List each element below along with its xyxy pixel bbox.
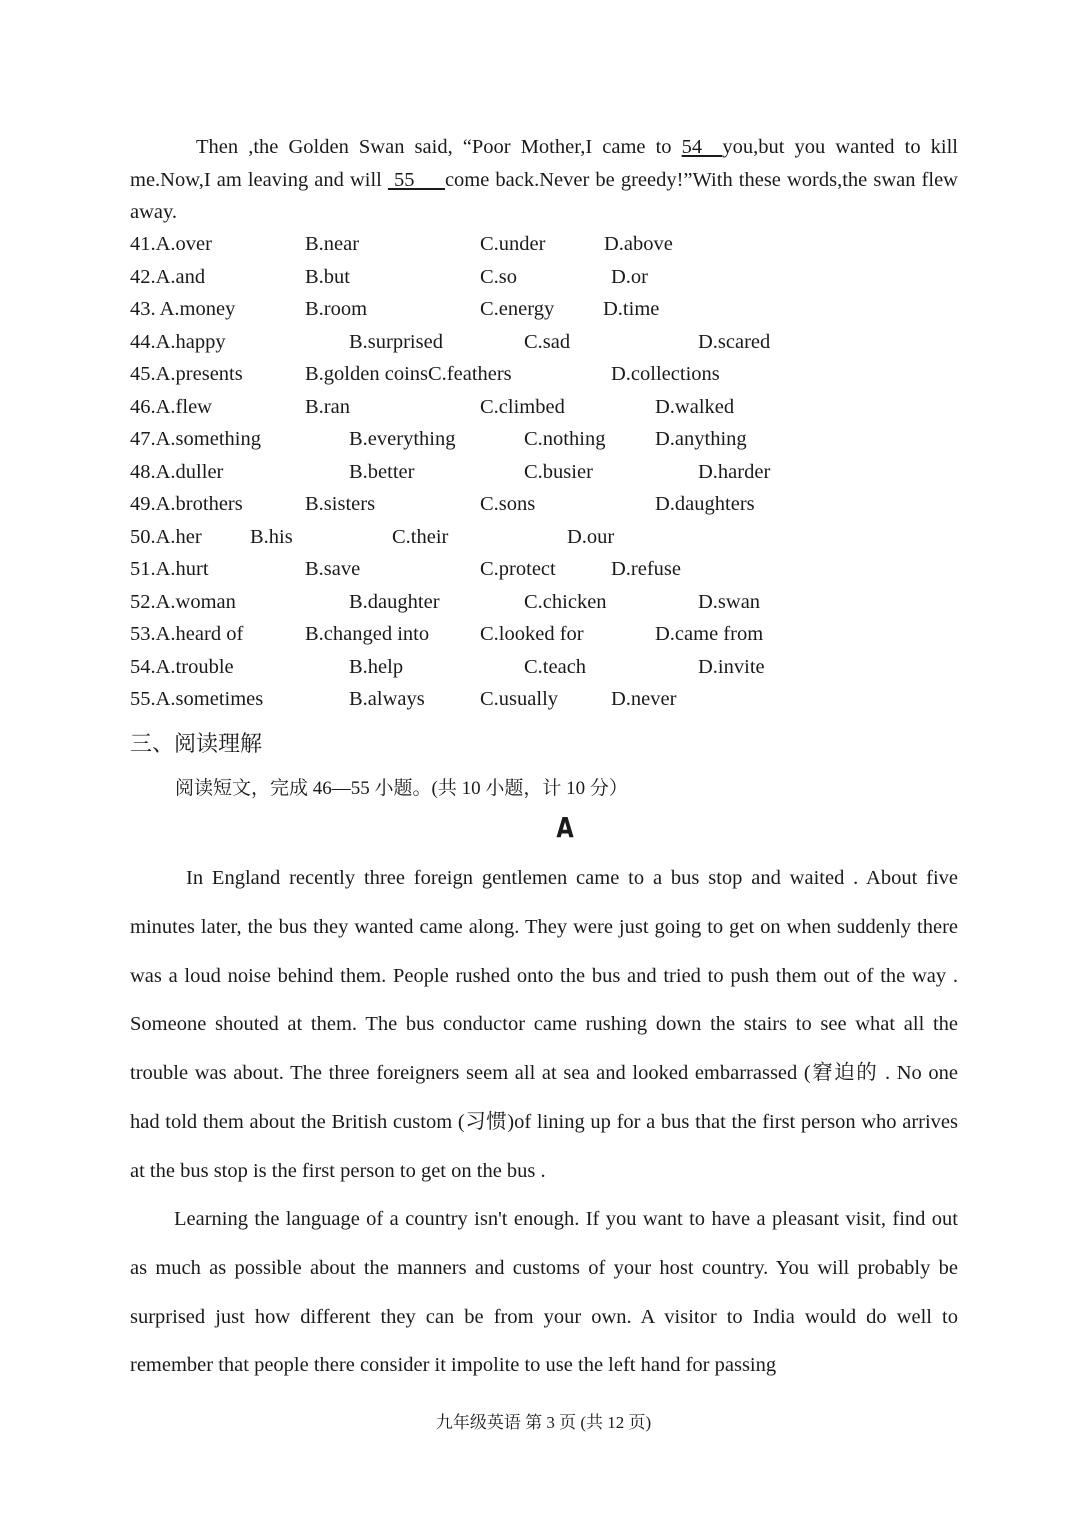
option-b: B.always bbox=[349, 688, 425, 710]
question-row bbox=[130, 456, 958, 488]
question-row bbox=[130, 521, 958, 553]
option-a: 53.A.heard of bbox=[130, 623, 244, 645]
option-a: 51.A.hurt bbox=[130, 558, 209, 580]
option-c: C.chicken bbox=[524, 591, 607, 613]
option-a: 41.A.over bbox=[130, 233, 212, 255]
question-row bbox=[130, 228, 958, 260]
option-c: C.nothing bbox=[524, 428, 606, 450]
option-b: B.save bbox=[305, 558, 361, 580]
option-a: 48.A.duller bbox=[130, 461, 224, 483]
page-footer: 九年级英语 第 3 页 (共 12 页) bbox=[435, 1413, 652, 1432]
option-b: B.golden coinsC.feathers bbox=[305, 363, 512, 385]
option-a: 55.A.sometimes bbox=[130, 688, 264, 710]
option-d: D.or bbox=[611, 266, 649, 288]
option-d: D.harder bbox=[698, 461, 771, 483]
option-d: D.refuse bbox=[611, 558, 682, 580]
option-b: B.everything bbox=[349, 428, 456, 450]
option-c: C.energy bbox=[480, 298, 555, 320]
option-d: D.swan bbox=[698, 591, 761, 613]
option-b: B.help bbox=[349, 656, 404, 678]
option-c: C.sad bbox=[524, 331, 571, 353]
option-b: B.near bbox=[305, 233, 360, 255]
option-b: B.better bbox=[349, 461, 415, 483]
option-a: 47.A.something bbox=[130, 428, 261, 450]
option-c: C.so bbox=[480, 266, 518, 288]
option-a: 52.A.woman bbox=[130, 591, 236, 613]
section-instruction: 阅读短文，完成 46—55 小题。(共 10 小题，计 10 分） bbox=[175, 778, 628, 799]
option-c: C.busier bbox=[524, 461, 593, 483]
option-d: D.our bbox=[567, 526, 615, 548]
option-c: C.climbed bbox=[480, 396, 565, 418]
question-row bbox=[130, 391, 958, 423]
option-c: C.looked for bbox=[480, 623, 584, 645]
option-d: D.invite bbox=[698, 656, 765, 678]
option-c: C.protect bbox=[480, 558, 556, 580]
question-row bbox=[130, 553, 958, 585]
option-c: C.teach bbox=[524, 656, 587, 678]
option-b: B.room bbox=[305, 298, 368, 320]
passage-lead: Then ,the Golden Swan said, “Poor Mother,I came to bbox=[196, 136, 682, 158]
passage-mid: you,but you wanted to kill me.Now,I am leaving and will bbox=[130, 136, 959, 191]
option-a: 45.A.presents bbox=[130, 363, 243, 385]
option-b: B.his bbox=[250, 526, 293, 548]
option-a: 49.A.brothers bbox=[130, 493, 243, 515]
option-c: C.sons bbox=[480, 493, 536, 515]
question-row bbox=[130, 261, 958, 293]
question-row bbox=[130, 488, 958, 520]
blank-55: 55 bbox=[387, 168, 445, 191]
option-d: D.came from bbox=[655, 623, 764, 645]
question-row bbox=[130, 293, 958, 325]
option-d: D.above bbox=[604, 233, 673, 255]
option-c: C.usually bbox=[480, 688, 559, 710]
part-letter: A bbox=[556, 811, 574, 844]
question-row bbox=[130, 683, 958, 715]
question-row bbox=[130, 358, 958, 390]
question-row bbox=[130, 586, 958, 618]
passage-ending bbox=[130, 131, 958, 229]
option-b: B.sisters bbox=[305, 493, 376, 515]
option-a: 54.A.trouble bbox=[130, 656, 234, 678]
option-a: 43. A.money bbox=[130, 298, 236, 320]
option-d: D.daughters bbox=[655, 493, 755, 515]
reading-paragraph-1: In England recently three foreign gentlemen came to a bus stop and waited . About five minutes later, the bus they wanted came along. They were just going to get on when suddenly there was a loud noise behind them. People rushed onto the bus and tried to push them out of the way . Someone shouted at them. The bus conductor came rushing down the stairs to see what all the trouble was about. The three foreigners seem all at sea and looked embarrassed (窘迫的 . No one had told them about the British custom (习惯)of lining up for a bus that the first person who arrives at the bus stop is the first person to get on the bus . bbox=[130, 867, 958, 1182]
option-a: 44.A.happy bbox=[130, 331, 226, 353]
question-row bbox=[130, 326, 958, 358]
option-b: B.changed into bbox=[305, 623, 430, 645]
question-row bbox=[130, 618, 958, 650]
option-d: D.walked bbox=[655, 396, 735, 418]
option-c: C.their bbox=[392, 526, 449, 548]
reading-paragraph-2: Learning the language of a country isn't enough. If you want to have a pleasant visit, find out as much as possible about the manners and customs of your host country. You will probably be surprised just how different they can be from your own. A visitor to India would do well to remember that people there consider it impolite to use the left hand for passing bbox=[130, 1208, 958, 1377]
option-b: B.ran bbox=[305, 396, 350, 418]
blank-54: 54 bbox=[681, 136, 723, 158]
option-a: 50.A.her bbox=[130, 526, 202, 548]
option-d: D.collections bbox=[611, 363, 720, 385]
option-b: B.but bbox=[305, 266, 350, 288]
option-c: C.under bbox=[480, 233, 546, 255]
option-a: 46.A.flew bbox=[130, 396, 212, 418]
option-d: D.time bbox=[603, 298, 660, 320]
option-a: 42.A.and bbox=[130, 266, 206, 288]
section-title: 三、阅读理解 bbox=[130, 732, 263, 757]
option-b: B.surprised bbox=[349, 331, 443, 353]
option-b: B.daughter bbox=[349, 591, 440, 613]
question-row bbox=[130, 423, 958, 455]
option-d: D.anything bbox=[655, 428, 747, 450]
option-d: D.scared bbox=[698, 331, 771, 353]
option-d: D.never bbox=[611, 688, 677, 710]
question-row bbox=[130, 651, 958, 683]
passage-tail: come back.Never be greedy!”With these words,the swan flew away. bbox=[130, 168, 958, 223]
